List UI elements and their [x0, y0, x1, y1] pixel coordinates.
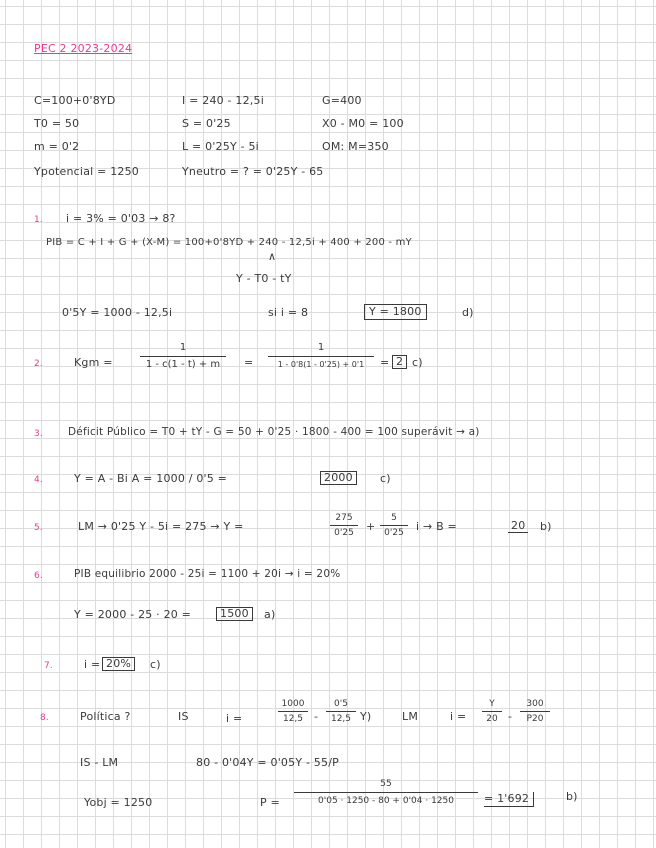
q1-answer-letter: d) [462, 306, 474, 319]
question-number-8: 8. [40, 713, 49, 723]
q8-line-3-label: Yobj = 1250 [84, 796, 153, 809]
q6-answer-letter: a) [264, 608, 276, 621]
given-investment: I = 240 - 12,5i [182, 94, 264, 107]
q5-f1-numerator: 275 [335, 513, 353, 523]
q8-lm-f2-numerator: 300 [526, 699, 544, 709]
q8-lm-f1-numerator: Y [489, 699, 495, 709]
q5-f2-denominator: 0'25 [384, 528, 404, 538]
q8-lm-minus: - [508, 710, 513, 723]
q8-answer-letter: b) [566, 790, 578, 803]
q6-line-1: PIB equilibrio 2000 - 25i = 1100 + 20i → i = 20% [74, 568, 341, 580]
q7-answer-letter: c) [150, 658, 161, 671]
q6-answer-box: 1500 [216, 607, 253, 621]
q8-label: Política ? [80, 710, 131, 723]
q1-line-4b: si i = 8 [268, 306, 309, 319]
given-government: G=400 [322, 94, 362, 107]
question-number-4: 4. [34, 475, 43, 485]
q8-p-label: P = [260, 796, 280, 809]
q4-answer-letter: c) [380, 472, 391, 485]
q5-text-a: LM → 0'25 Y - 5i = 275 → Y = [78, 520, 244, 533]
q2-f1-denominator: 1 - c(1 - t) + m [145, 359, 221, 370]
q8-p-denominator: 0'05 · 1250 - 80 + 0'04 · 1250 [318, 796, 454, 806]
q8-is-fraction-2 [326, 698, 356, 725]
q2-label: Kgm = [74, 356, 113, 369]
q8-lm-fraction-2 [520, 698, 550, 725]
question-number-5: 5. [34, 523, 43, 533]
q1-caret: ∧ [268, 250, 277, 263]
q5-fraction-1 [330, 512, 358, 539]
q8-lm-label: LM [402, 710, 419, 723]
question-number-6: 6. [34, 571, 43, 581]
q8-lm-f2-denominator: P20 [526, 714, 544, 724]
q8-is-f2-numerator: 0'5 [334, 699, 348, 709]
given-tax-rate: S = 0'25 [182, 117, 231, 130]
given-potential-output: Ypotencial = 1250 [34, 165, 139, 178]
q8-lm-text: i = [450, 710, 467, 723]
q8-is-label: IS [178, 710, 189, 723]
q5-f2-numerator: 5 [391, 513, 397, 523]
q5-f1-denominator: 0'25 [334, 528, 354, 538]
q7-text: i = [84, 658, 101, 671]
q5-fraction-2 [380, 512, 408, 539]
q8-line-2-text: 80 - 0'04Y = 0'05Y - 55/P [196, 756, 339, 769]
q3-text: Déficit Público = T0 + tY - G = 50 + 0'25 · 1800 - 400 = 100 superávit → a) [68, 426, 480, 438]
q8-is-minus: - [314, 710, 319, 723]
q2-multiplier-values [268, 342, 374, 371]
q7-answer-box: 20% [102, 657, 135, 671]
q2-f2-numerator: 1 [317, 342, 325, 353]
question-number-1: 1. [34, 215, 43, 225]
q6-line-2: Y = 2000 - 25 · 20 = [74, 608, 192, 621]
question-number-7: 7. [44, 661, 53, 671]
q1-line-2: PIB = C + I + G + (X-M) = 100+0'8YD + 240 - 12,5i + 400 + 200 - mY [46, 237, 412, 248]
q1-line-1: i = 3% = 0'03 → 8? [66, 212, 176, 225]
q8-price-fraction [294, 778, 478, 807]
q8-is-i: i = [226, 712, 243, 725]
q5-plus: + [366, 520, 376, 533]
q2-answer-letter: c) [412, 356, 423, 369]
given-money-supply: OM: M=350 [322, 140, 389, 153]
q1-line-3: Y - T0 - tY [236, 272, 292, 285]
q2-f2-denominator: 1 - 0'8(1 - 0'25) + 0'1 [277, 360, 365, 369]
q8-is-f2-denominator: 12,5 [330, 714, 352, 724]
given-consumption: C=100+0'8YD [34, 94, 116, 107]
given-money-demand: L = 0'25Y - 5i [182, 140, 259, 153]
q8-is-f1-numerator: 1000 [281, 699, 305, 709]
given-neutral-output: Yneutro = ? = 0'25Y - 65 [182, 165, 324, 178]
question-number-2: 2. [34, 359, 43, 369]
q5-text-b: i → B = [416, 520, 457, 533]
q5-answer-letter: b) [540, 520, 552, 533]
q8-is-y: Y) [360, 710, 372, 723]
q2-multiplier-formula [140, 342, 226, 371]
q2-answer-box: 2 [392, 355, 407, 369]
q4-answer-box: 2000 [320, 471, 357, 485]
q1-answer-box: Y = 1800 [364, 304, 427, 320]
q8-lm-f1-denominator: 20 [486, 714, 498, 724]
q4-text: Y = A - Bi A = 1000 / 0'5 = [74, 472, 228, 485]
page-title: PEC 2 2023-2024 [34, 42, 133, 55]
q8-is-fraction-1 [278, 698, 308, 725]
q2-equals-2: = [380, 356, 390, 369]
q8-lm-fraction-1 [482, 698, 502, 725]
given-net-exports: X0 - M0 = 100 [322, 117, 404, 130]
question-number-3: 3. [34, 429, 43, 439]
given-imports: m = 0'2 [34, 140, 80, 153]
q2-f1-numerator: 1 [179, 342, 187, 353]
given-taxes: T0 = 50 [34, 117, 80, 130]
q8-p-numerator: 55 [380, 779, 392, 789]
q5-answer-box: 20 [508, 519, 528, 533]
q2-equals: = [244, 356, 254, 369]
q8-line-2-label: IS - LM [80, 756, 119, 769]
q8-answer: = 1'692 [484, 792, 534, 807]
q1-line-4a: 0'5Y = 1000 - 12,5i [62, 306, 173, 319]
q8-is-f1-denominator: 12,5 [282, 714, 304, 724]
